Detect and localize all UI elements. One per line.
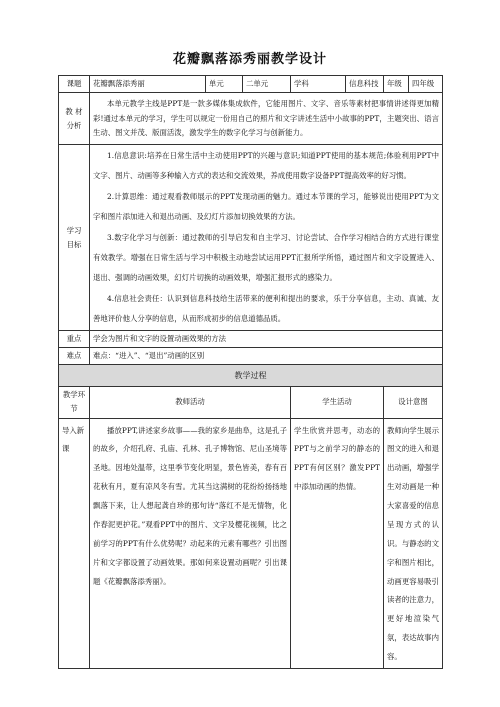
goals-content: [90, 145, 443, 331]
focus-text: 学会为图片和文字的设置动画效果的方法: [90, 331, 443, 348]
teacher-activity: 播放PPT,讲述家乡故事——我的家乡是曲阜，这是孔子的故乡，介绍孔府、孔庙、孔林、孔子博物馆、尼山圣境等圣地。因地处温带，这里季节变化明显，景色皆美，春有百花秋有月，夏有凉风冬有雪。尤其当这满树的花纷纷扬扬地飘落下来，让人想起龚自珍的那句诗“落红不是无情物，化作春泥更护花。”观看PPT中的图片、文字及樱花视频，比之前学习的PPT有什么优势呢？动起来的元素有哪些？引出图片和文字都设置了动画效果。那如何来设置动画呢？引出课题《花瓣飘落添秀丽》。: [90, 418, 291, 668]
subject-label: 学科: [291, 76, 346, 93]
goal-item: 4.信息社会责任：认识到信息科技给生活带来的便利和提出的要求，乐于分享信息，主动、真诚、友善地评价他人分享的信息，从而形成初步的信息道德品质。: [93, 293, 439, 323]
header-stage: 教学环节: [59, 387, 90, 418]
goal-item: 2.计算思维：通过观看教师展示的PPT发现动画的魅力。通过本节课的学习，能够说出使用PPT为文字和图片添加进入和退出动画、及幻灯片添加切换效果的方法。: [93, 191, 439, 222]
process-section-title: 教学过程: [59, 365, 443, 387]
focus-label: 重点: [59, 331, 90, 348]
document-title: 花瓣飘落添秀丽教学设计: [172, 52, 327, 67]
stage-cell: 导入新课: [59, 418, 90, 668]
design-intent: 教师向学生展示图文的进入和退出动画，增强学生对动画是一种大家喜爱的信息呈现方式的认识。与静态的文字和图片相比，动画更容易吸引读者的注意力，更好地渲染气氛，表达故事内容。: [384, 418, 443, 668]
grade-value: 四年级: [409, 76, 443, 93]
analysis-text: 本单元教学主线是PPT是一款多媒体集成软件，它能用图片、文字、音乐等素材把事情讲述得更加精彩!通过本单元的学习，学生可以规定一份用自己的照片和文字讲述生活中小故事的PPT，主题突出、语言生动、图文并茂、版面活泼，激发学生的数字化学习与创新能力。: [90, 93, 443, 145]
student-activity: 学生欣赏并思考，动态的PPT与之前学习的静态的PPT有何区别？激发PPT中添加动画的热情。: [291, 418, 384, 668]
goals-label: 学习 目标: [59, 145, 90, 331]
analysis-label: 教 材 分析: [59, 93, 90, 145]
unit-value: 二单元: [243, 76, 291, 93]
course-value: 花瓣飘落添秀丽: [90, 76, 206, 93]
header-student: 学生活动: [291, 387, 384, 418]
subject-value: 信息科技: [346, 76, 384, 93]
difficulty-label: 难点: [59, 348, 90, 365]
header-intent: 设计意图: [384, 387, 443, 418]
grade-label: 年级: [384, 76, 409, 93]
header-teacher: 教师活动: [90, 387, 291, 418]
difficulty-text: 难点：“进入”、“退出”动画的区别: [90, 348, 443, 365]
goal-item: 1.信息意识:培养在日常生活中主动使用PPT的兴趣与意识;知道PPT使用的基本规范;体验利用PPT中文字、图片、动画等多种输入方式的表达和交流效果，养成使用数字设备PPT提高效率的好习惯。: [93, 151, 439, 181]
unit-label: 单元: [206, 76, 243, 93]
lesson-plan-table: [58, 75, 443, 669]
goal-item: 3.数字化学习与创新：通过教师的引导启发和自主学习、讨论尝试、合作学习相结合的方式进行课堂有效教学。增强在日常生活与学习中积极主动地尝试运用PPT汇报所学所悟，通过图片和文字设置进入、退出、强调的动画效果，幻灯片切换的动画效果，增强汇报形式的感染力。: [93, 232, 439, 283]
course-label: 课题: [59, 76, 90, 93]
